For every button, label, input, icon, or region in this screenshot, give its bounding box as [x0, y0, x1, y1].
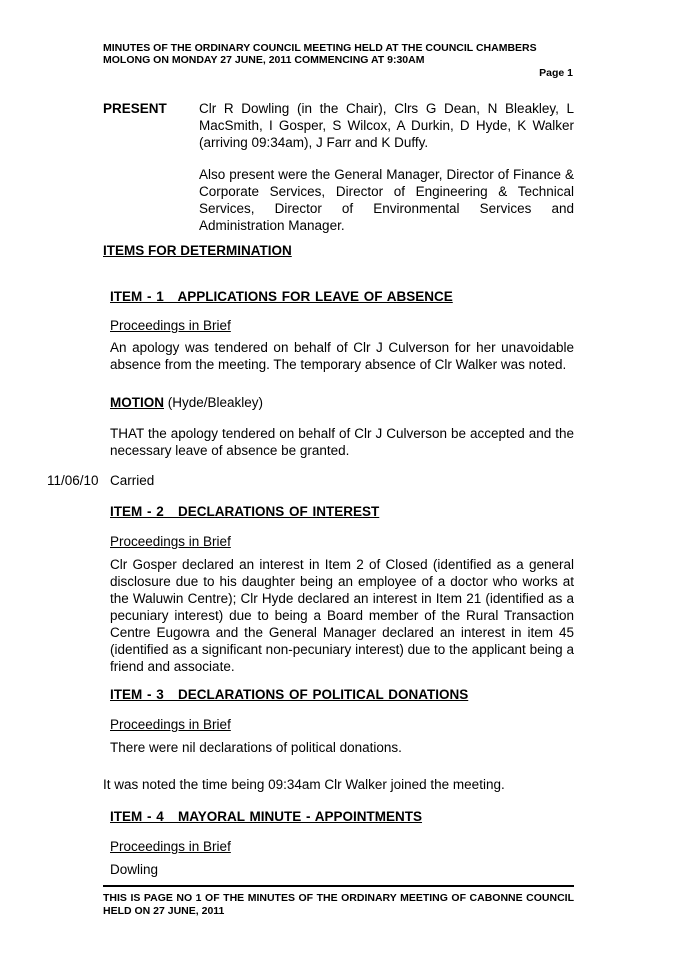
- page-footer: THIS IS PAGE NO 1 OF THE MINUTES OF THE ORDINARY MEETING OF CABONNE COUNCIL HELD ON 27 JUNE, 2011: [103, 892, 574, 917]
- item-4-proceedings-label: Proceedings in Brief: [110, 839, 231, 854]
- present-label: PRESENT: [103, 101, 167, 116]
- item-1-heading: ITEM - 1 APPLICATIONS FOR LEAVE OF ABSENCE: [110, 289, 453, 304]
- item-1-motion: [110, 395, 263, 410]
- item-2-body: Clr Gosper declared an interest in Item 2 of Closed (identified as a general disclosure due to his daughter being an employee of a doctor who works at the Waluwin Centre); Clr Hyde declared an interest in Item 21 (identified as a pecuniary interest) due to being a Board member of the Rural Transaction Centre Eugowra and the General Manager declared an interest in item 45 (identified as a significant non-pecuniary interest) due to the applicant being a friend and associate.: [110, 557, 574, 674]
- item-3-heading: ITEM - 3 DECLARATIONS OF POLITICAL DONATIONS: [110, 687, 469, 702]
- item-1-proceedings-label: Proceedings in Brief: [110, 318, 231, 333]
- resolution-number: 11/06/10: [47, 473, 99, 488]
- resolution-outcome: Carried: [110, 473, 155, 488]
- document-header-title: MINUTES OF THE ORDINARY COUNCIL MEETING HELD AT THE COUNCIL CHAMBERS MOLONG ON MONDAY 27 JUNE, 2011 COMMENCING AT 9:30AM: [103, 42, 537, 66]
- item-2-heading: ITEM - 2 DECLARATIONS OF INTEREST: [110, 504, 380, 519]
- present-attendees: Clr R Dowling (in the Chair), Clrs G Dean, N Bleakley, L MacSmith, I Gosper, S Wilcox, A Durkin, D Hyde, K Walker (arriving 09:34am), J Farr and K Duffy.: [199, 101, 574, 150]
- noted-statement: It was noted the time being 09:34am Clr Walker joined the meeting.: [103, 777, 505, 792]
- item-2-proceedings-label: Proceedings in Brief: [110, 534, 231, 549]
- item-1-resolution: THAT the apology tendered on behalf of Clr J Culverson be accepted and the necessary leave of absence be granted.: [110, 426, 574, 458]
- item-4-body: Dowling: [110, 862, 159, 877]
- footer-divider: [103, 885, 574, 887]
- page-number: Page 1: [539, 67, 573, 79]
- item-3-proceedings-label: Proceedings in Brief: [110, 717, 231, 732]
- motion-movers: (Hyde/Bleakley): [167, 395, 264, 410]
- item-1-body: An apology was tendered on behalf of Clr J Culverson for her unavoidable absence from the meeting. The temporary absence of Clr Walker was noted.: [110, 340, 574, 372]
- item-4-heading: ITEM - 4 MAYORAL MINUTE - APPOINTMENTS: [110, 809, 423, 824]
- motion-label: MOTION: [110, 395, 164, 410]
- item-3-body: There were nil declarations of political donations.: [110, 740, 402, 755]
- also-present: Also present were the General Manager, Director of Finance & Corporate Services, Director of Engineering & Technical Services, Director of Environmental Services and Administration Manager.: [199, 167, 574, 233]
- section-heading-items-for-determination: ITEMS FOR DETERMINATION: [103, 243, 292, 258]
